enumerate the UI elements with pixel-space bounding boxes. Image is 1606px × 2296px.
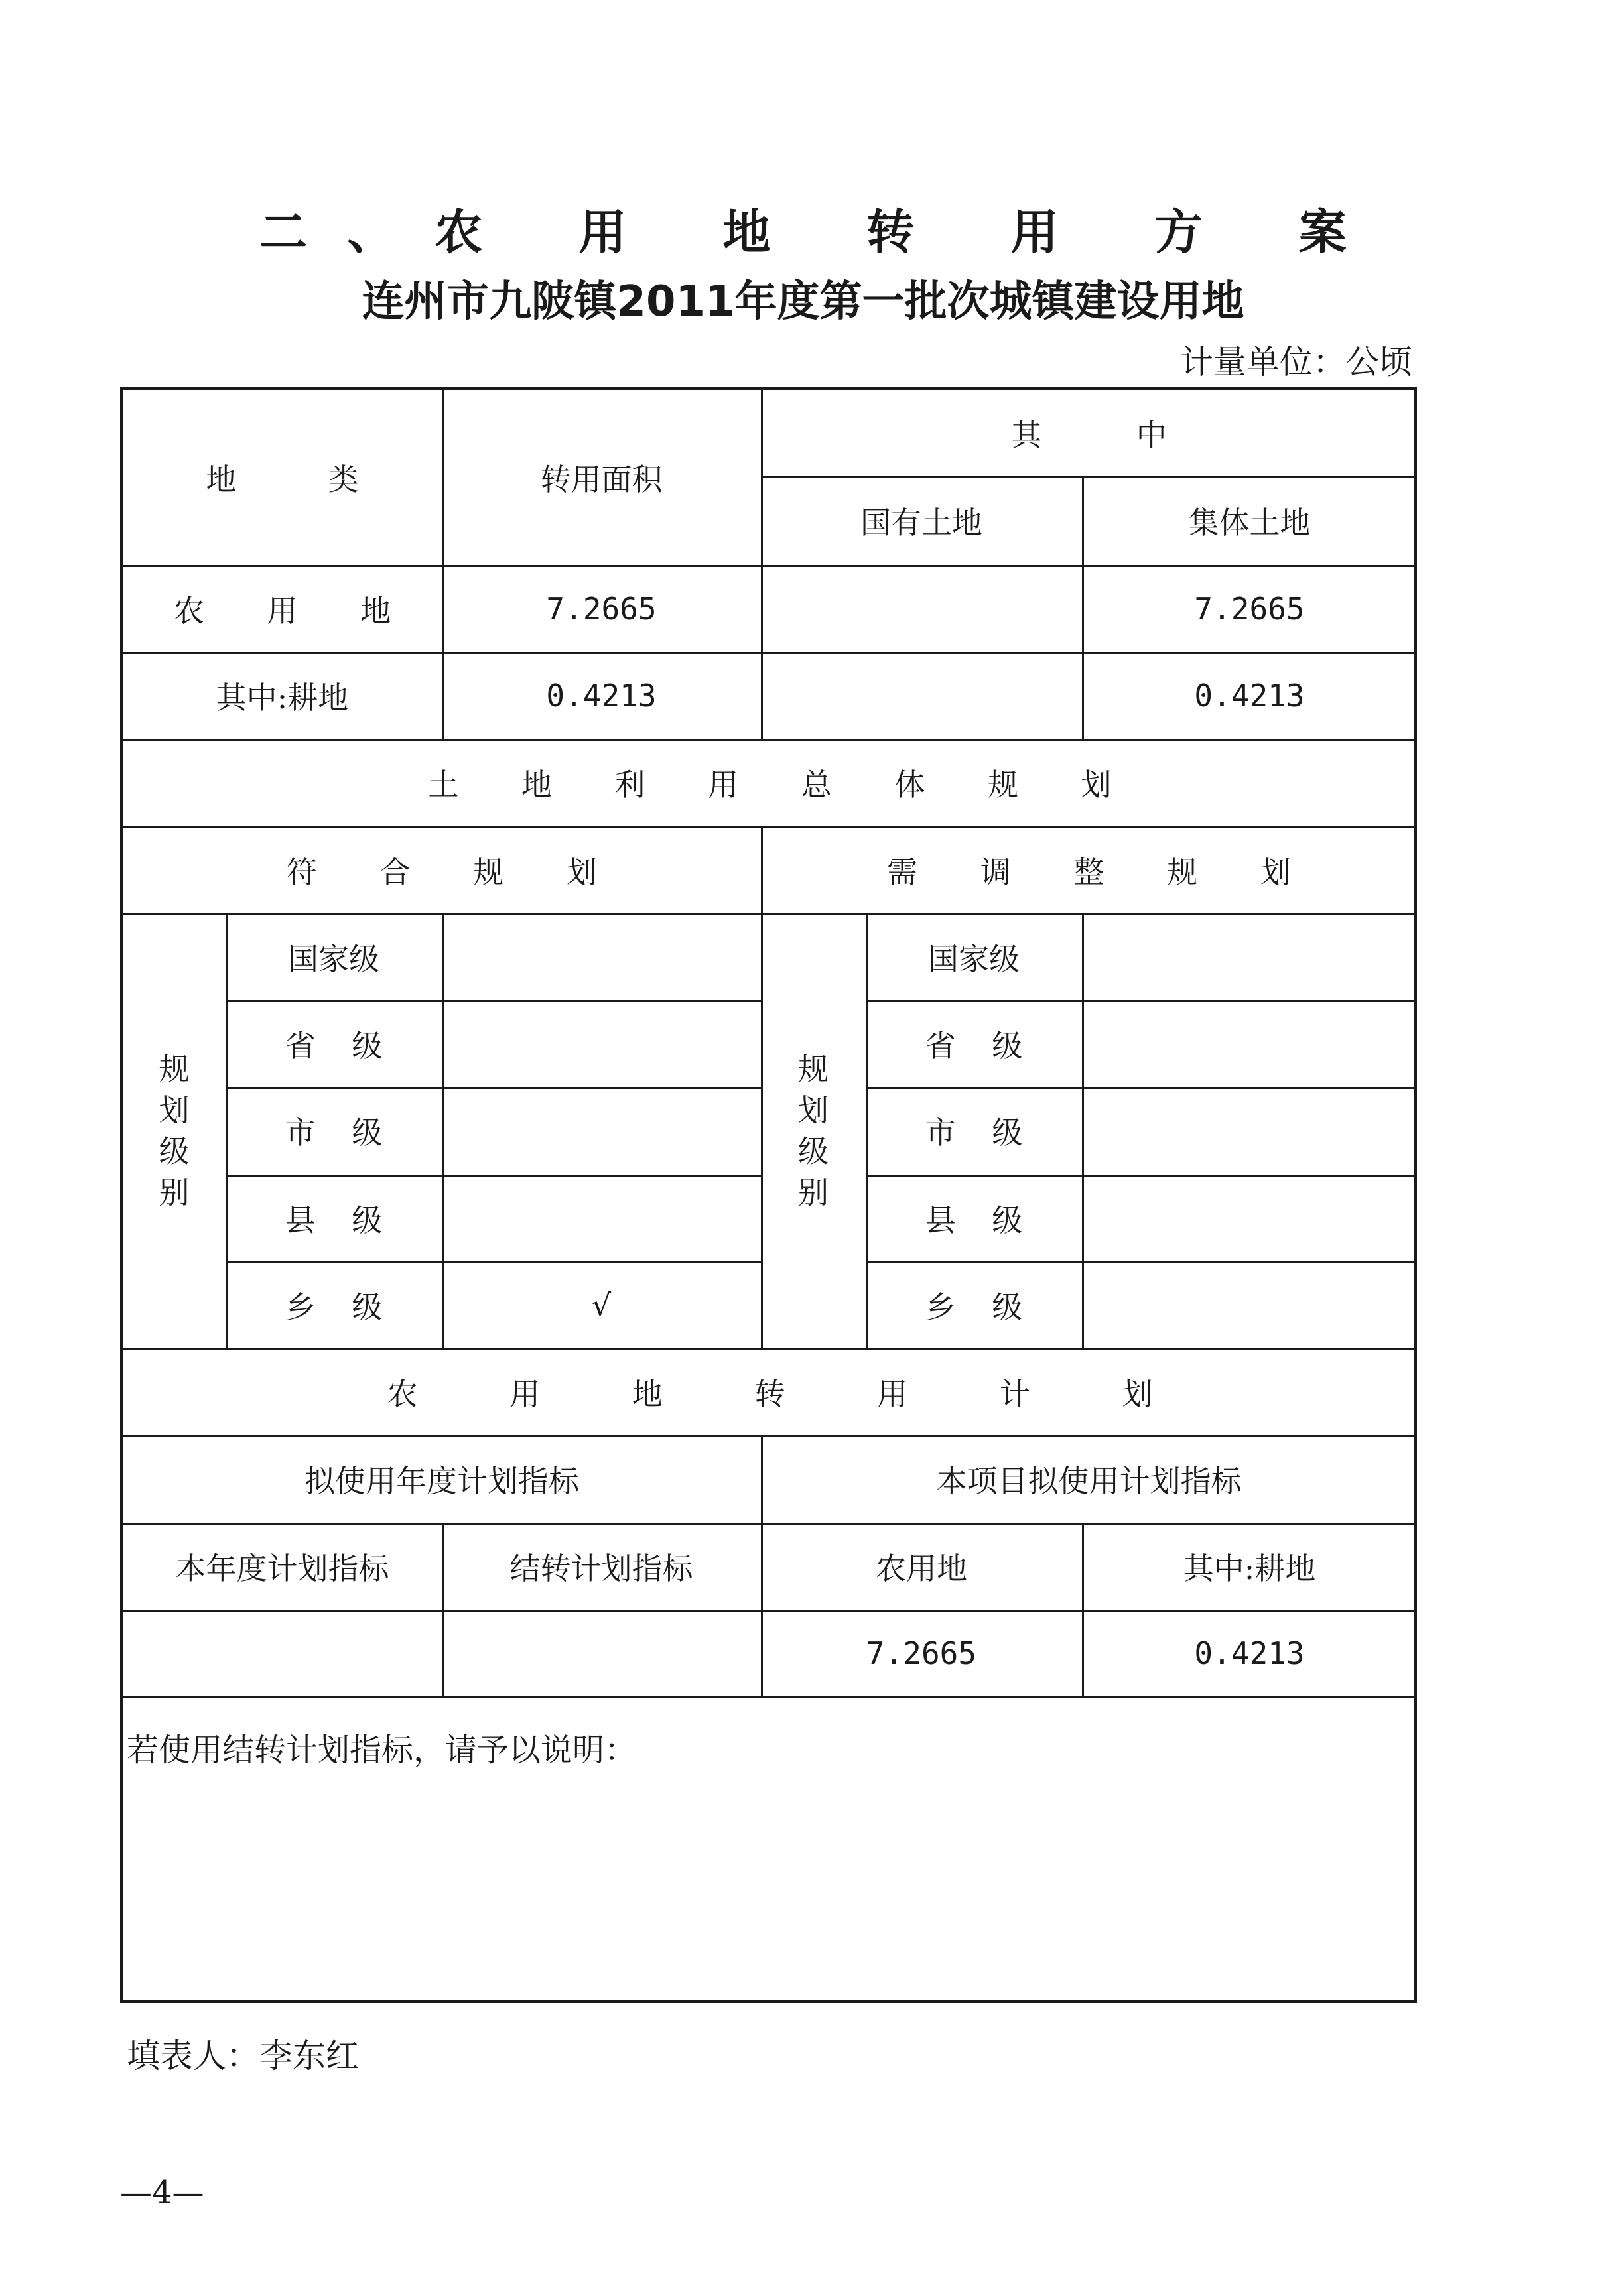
char: 规 bbox=[159, 1051, 190, 1087]
row-label: 其中:耕地 bbox=[216, 679, 349, 716]
level-label: 省 级 bbox=[925, 1027, 1023, 1064]
row-state bbox=[761, 652, 1082, 739]
header-converted-area: 转用面积 bbox=[540, 462, 663, 497]
level-label: 国家级 bbox=[288, 940, 379, 977]
section-conversion-plan: 农 用 地 转 用 计 划 bbox=[387, 1375, 1194, 1412]
header-state-land: 国有土地 bbox=[860, 505, 982, 541]
page-title: 二、农 用 地 转 用 方 案 bbox=[259, 204, 1386, 260]
char: 别 bbox=[159, 1175, 190, 1210]
header-land-type: 地 类 bbox=[206, 462, 400, 497]
unit-label: 计量单位：公顷 bbox=[1180, 343, 1412, 381]
level-adjust-value bbox=[1082, 1000, 1417, 1087]
indicator-value: 7.2665 bbox=[866, 1635, 977, 1671]
indicator-value bbox=[123, 1610, 442, 1696]
level-label: 县 级 bbox=[285, 1202, 383, 1238]
row-collective: 7.2665 bbox=[1194, 590, 1305, 627]
level-adjust-value bbox=[1082, 1261, 1417, 1348]
level-conform-value: √ bbox=[591, 1287, 612, 1323]
section-plan: 土 地 利 用 总 体 规 划 bbox=[428, 767, 1138, 802]
rule bbox=[123, 1696, 1417, 1698]
level-label: 乡 级 bbox=[285, 1289, 383, 1325]
level-adjust-value bbox=[1082, 1087, 1417, 1175]
level-label: 省 级 bbox=[285, 1027, 383, 1064]
sub-header: 其中:耕地 bbox=[1183, 1550, 1316, 1586]
annual-indicator-header: 拟使用年度计划指标 bbox=[304, 1463, 579, 1499]
level-conform-value bbox=[442, 1000, 761, 1087]
row-state bbox=[761, 565, 1082, 652]
level-conform-value bbox=[442, 1087, 761, 1175]
page-subtitle: 连州市九陂镇2011年度第一批次城镇建设用地 bbox=[362, 277, 1244, 326]
char: 划 bbox=[798, 1092, 829, 1128]
level-label: 市 级 bbox=[925, 1115, 1023, 1151]
adjust-plan-header: 需 调 整 规 划 bbox=[887, 854, 1317, 890]
plan-level-label bbox=[123, 913, 226, 1348]
filler-label: 填表人： bbox=[127, 2037, 259, 2075]
level-adjust-value bbox=[1082, 913, 1417, 1000]
level-label: 县 级 bbox=[925, 1202, 1023, 1238]
page-number: —4— bbox=[120, 2174, 204, 2211]
char: 划 bbox=[159, 1092, 190, 1128]
level-conform-value bbox=[442, 1175, 761, 1261]
level-label: 国家级 bbox=[928, 940, 1020, 977]
sub-header: 结转计划指标 bbox=[509, 1550, 693, 1586]
plan-level-label bbox=[761, 913, 866, 1348]
conform-plan-header: 符 合 规 划 bbox=[287, 854, 624, 890]
level-adjust-value bbox=[1082, 1175, 1417, 1261]
indicator-value: 0.4213 bbox=[1194, 1635, 1305, 1671]
carryover-note: 若使用结转计划指标，请予以说明： bbox=[127, 1732, 637, 1769]
indicator-value bbox=[442, 1610, 761, 1696]
form-filler bbox=[127, 2029, 359, 2077]
row-collective: 0.4213 bbox=[1194, 677, 1305, 714]
char: 规 bbox=[798, 1051, 829, 1087]
header-of-which: 其 中 bbox=[1011, 417, 1209, 453]
filler-name: 李东红 bbox=[259, 2037, 359, 2075]
row-area: 0.4213 bbox=[546, 677, 657, 714]
row-label: 农 用 地 bbox=[173, 592, 418, 629]
project-indicator-header: 本项目拟使用计划指标 bbox=[936, 1463, 1242, 1499]
level-conform-value bbox=[442, 913, 761, 1000]
char: 别 bbox=[798, 1175, 829, 1210]
char: 级 bbox=[159, 1133, 190, 1169]
sub-header: 本年度计划指标 bbox=[175, 1550, 389, 1586]
sub-header: 农用地 bbox=[876, 1550, 967, 1586]
level-label: 乡 级 bbox=[925, 1289, 1023, 1325]
char: 级 bbox=[798, 1133, 829, 1169]
level-label: 市 级 bbox=[285, 1115, 383, 1151]
header-collective-land: 集体土地 bbox=[1188, 505, 1311, 541]
row-area: 7.2665 bbox=[546, 590, 657, 627]
